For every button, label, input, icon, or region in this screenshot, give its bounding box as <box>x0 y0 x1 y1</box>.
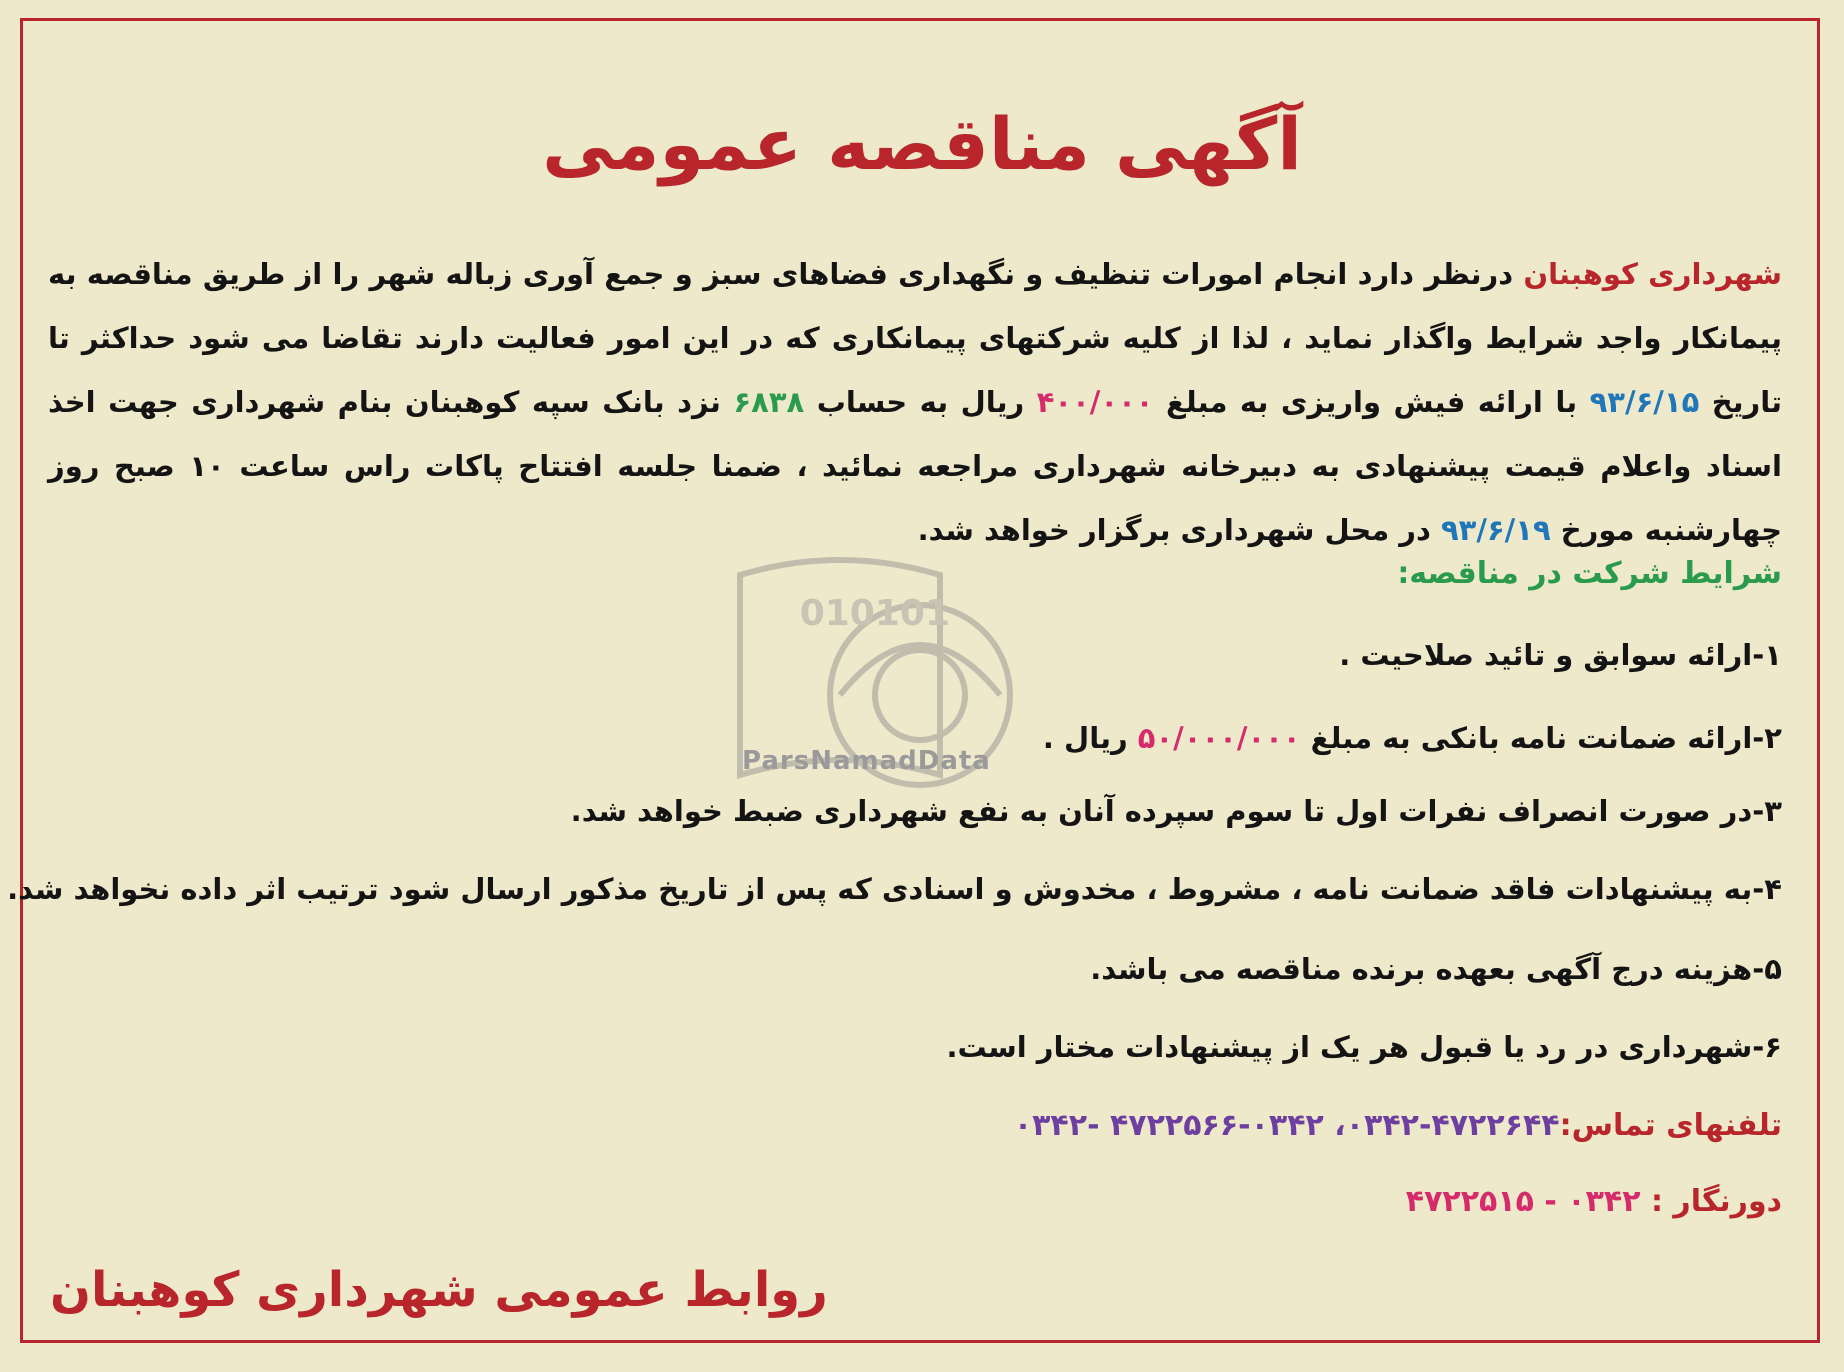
fax-value: ۰۳۴۲ - ۴۷۲۲۵۱۵ <box>1405 1184 1641 1219</box>
condition-2-text: ۲-ارائه ضمانت نامه بانکی به مبلغ <box>1300 721 1782 755</box>
notice-title: آگهی مناقصه عمومی <box>542 102 1302 186</box>
opening-date: ۹۳/۶/۱۹ <box>1440 513 1551 547</box>
condition-4: ۴-به پیشنهادات فاقد ضمانت نامه ، مشروط ، مخدوش و اسنادی که پس از تاریخ مذکور ارسال شود ترتیب اثر داده نخواهد شد. <box>7 872 1782 906</box>
condition-5: ۵-هزینه درج آگهی بعهده برنده مناقصه می باشد. <box>1090 952 1782 986</box>
phones-label: تلفنهای تماس: <box>1559 1108 1782 1143</box>
footer-signature: روابط عمومی شهرداری کوهبنان <box>50 1262 828 1318</box>
body-part-3: ریال به حساب <box>804 385 1037 419</box>
condition-2 <box>1043 721 1782 755</box>
conditions-heading: شرایط شرکت در مناقصه: <box>1397 556 1782 591</box>
org-name: شهرداری کوهبنان <box>1523 257 1782 291</box>
watermark-brand: ParsNamadData <box>742 746 991 776</box>
phones-line <box>1014 1108 1782 1143</box>
condition-1: ۱-ارائه سوابق و تائید صلاحیت . <box>1339 638 1782 672</box>
fax-label: دورنگار : <box>1640 1184 1782 1219</box>
watermark-digits: 010101 <box>799 593 950 634</box>
body-part-4: نزد بانک سپه کوهبنان بنام شهرداری جهت اخذ اسناد واعلام قیمت پیشنهادی به دبیرخانه شهرداری مراجعه نمائید ، ضمنا جلسه افتتاح پاکات راس ساعت ۱۰ صبح روز چهارشنبه مورخ <box>48 385 1783 547</box>
condition-3: ۳-در صورت انصراف نفرات اول تا سوم سپرده آنان به نفع شهرداری ضبط خواهد شد. <box>570 794 1782 828</box>
phones-value: ۴۷۲۲۶۴۴-۰۳۴۲، ۰۳۴۲-۴۷۲۲۵۶۶ -۰۳۴۲ <box>1013 1108 1560 1143</box>
deadline-date: ۹۳/۶/۱۵ <box>1589 385 1700 419</box>
guarantee-amount: ۵۰/۰۰۰/۰۰۰ <box>1137 721 1301 755</box>
condition-6: ۶-شهرداری در رد یا قبول هر یک از پیشنهادات مختار است. <box>946 1030 1782 1064</box>
condition-2-unit: ریال . <box>1042 721 1138 755</box>
account-number: ۶۸۳۸ <box>733 385 805 419</box>
fax-line <box>1406 1184 1782 1219</box>
body-part-2: با ارائه فیش واریزی به مبلغ <box>1153 385 1590 419</box>
body-part-5: در محل شهرداری برگزار خواهد شد. <box>917 513 1441 547</box>
fee-amount: ۴۰۰/۰۰۰ <box>1036 385 1154 419</box>
notice-body <box>48 242 1782 562</box>
body-part-1: درنظر دارد انجام امورات تنظیف و نگهداری فضاهای سبز و جمع آوری زباله شهر را از طریق مناقصه به پیمانکار واجد شرایط واگذار نماید ، لذا از کلیه شرکتهای پیمانکاری که در این امور فعالیت دارند تقاضا می شود حداکثر تا تاریخ <box>48 257 1783 419</box>
